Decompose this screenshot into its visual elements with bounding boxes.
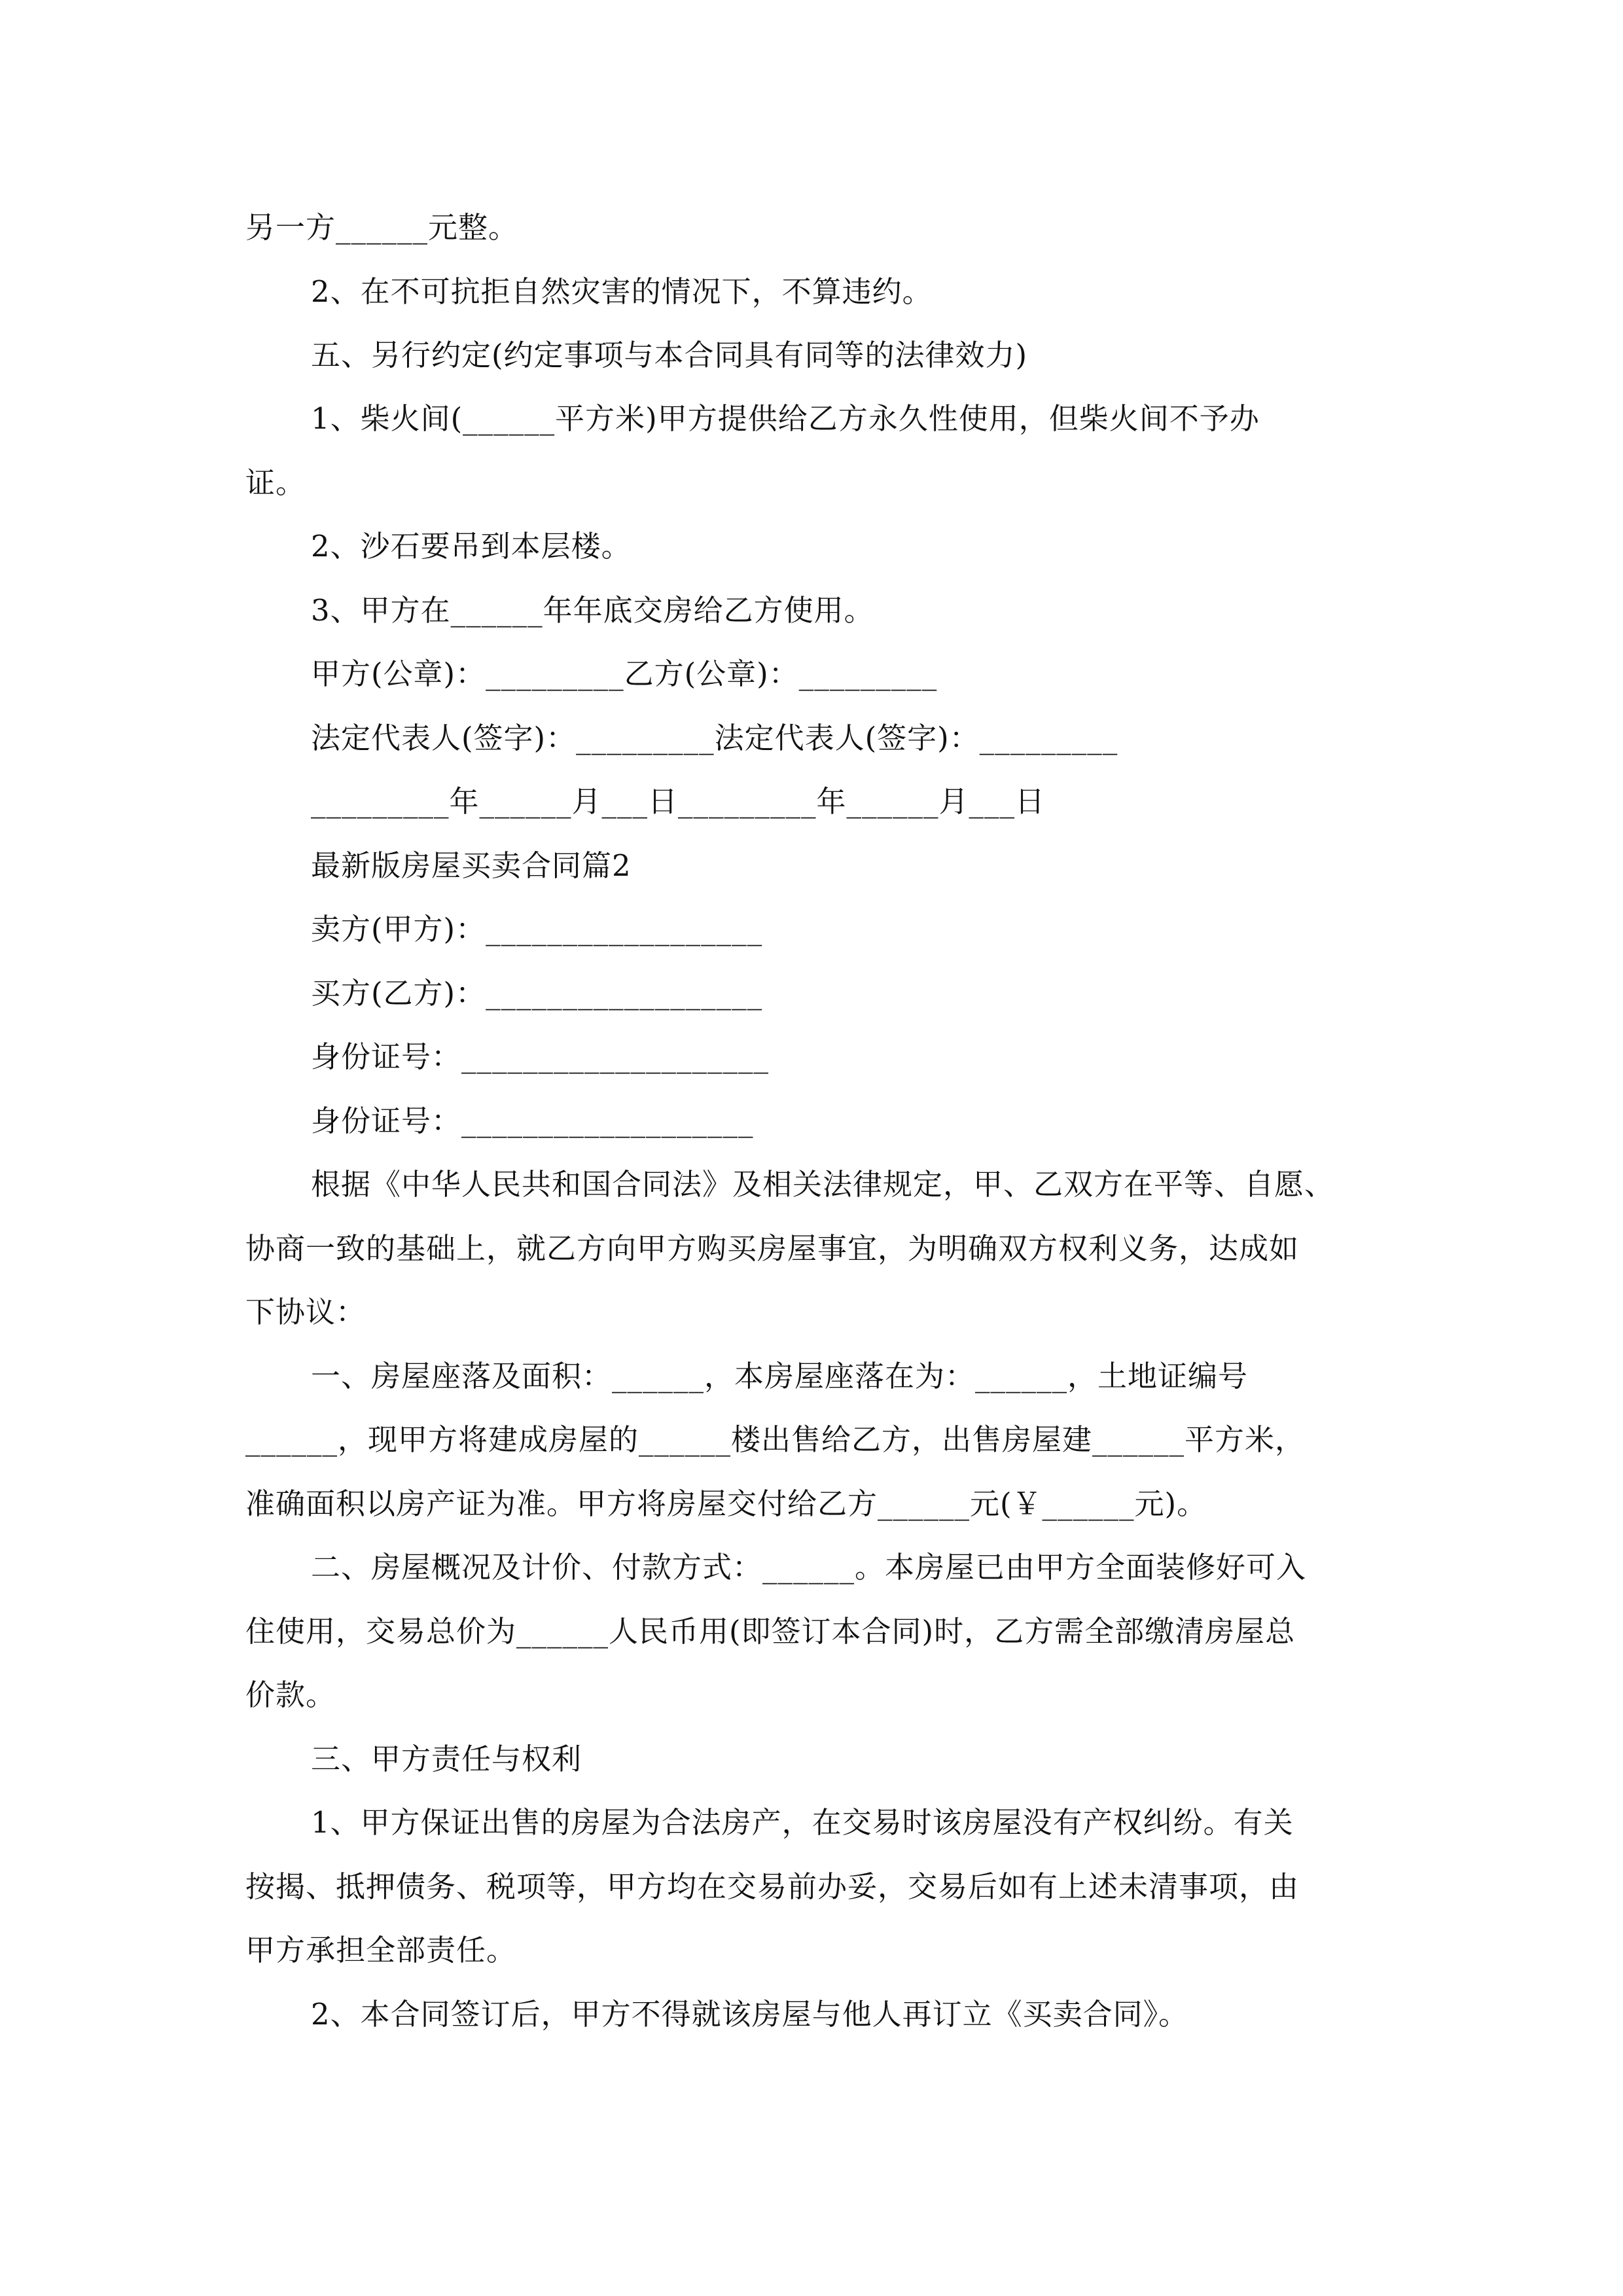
text-line: 一、房屋座落及面积：______，本房屋座落在为：______，土地证编号 <box>311 1359 1249 1393</box>
text-line: 协商一致的基础上，就乙方向甲方购买房屋事宜，为明确双方权利义务，达成如 <box>245 1231 1300 1266</box>
document-title: 最新版房屋买卖合同篇2 <box>311 848 632 883</box>
text-line: ______，现甲方将建成房屋的______楼出售给乙方，出售房屋建______平方米， <box>245 1422 1306 1457</box>
party-field: 买方(乙方)：__________________ <box>311 976 763 1011</box>
text-line: 下协议： <box>245 1295 366 1329</box>
signature-line: 法定代表人(签字)：_________法定代表人(签字)：_________ <box>311 721 1118 755</box>
text-line: 住使用，交易总价为______人民币用(即签订本合同)时，乙方需全部缴清房屋总 <box>245 1614 1296 1649</box>
party-field: 卖方(甲方)：__________________ <box>311 912 763 946</box>
text-line: 证。 <box>245 465 306 500</box>
date-line: _________年______月___日_________年______月___日 <box>311 784 1046 819</box>
text-line: 2、本合同签订后，甲方不得就该房屋与他人再订立《买卖合同》。 <box>311 1997 1189 2032</box>
section-heading: 五、另行约定(约定事项与本合同具有同等的法律效力) <box>311 338 1028 372</box>
text-line: 根据《中华人民共和国合同法》及相关法律规定，甲、乙双方在平等、自愿、 <box>311 1167 1335 1202</box>
text-line: 2、沙石要吊到本层楼。 <box>311 529 632 564</box>
signature-line: 甲方(公章)：_________乙方(公章)：_________ <box>311 656 938 691</box>
id-field: 身份证号：____________________ <box>311 1039 770 1074</box>
text-line: 甲方承担全部责任。 <box>245 1933 517 1967</box>
text-line: 1、柴火间(______平方米)甲方提供给乙方永久性使用，但柴火间不予办 <box>311 401 1260 436</box>
text-line: 准确面积以房产证为准。甲方将房屋交付给乙方______元(￥______元)。 <box>245 1486 1207 1521</box>
text-line: 3、甲方在______年年底交房给乙方使用。 <box>311 593 874 628</box>
text-line: 2、在不可抗拒自然灾害的情况下，不算违约。 <box>311 274 933 309</box>
id-field: 身份证号：___________________ <box>311 1103 754 1138</box>
text-line: 二、房屋概况及计价、付款方式：______。本房屋已由甲方全面装修好可入 <box>311 1550 1307 1585</box>
text-line: 价款。 <box>245 1677 336 1712</box>
section-heading: 三、甲方责任与权利 <box>311 1742 582 1776</box>
text-line: 按揭、抵押债务、税项等，甲方均在交易前办妥，交易后如有上述未清事项，由 <box>245 1869 1300 1904</box>
text-line: 另一方______元整。 <box>245 210 519 245</box>
text-line: 1、甲方保证出售的房屋为合法房产，在交易时该房屋没有产权纠纷。有关 <box>311 1805 1294 1840</box>
